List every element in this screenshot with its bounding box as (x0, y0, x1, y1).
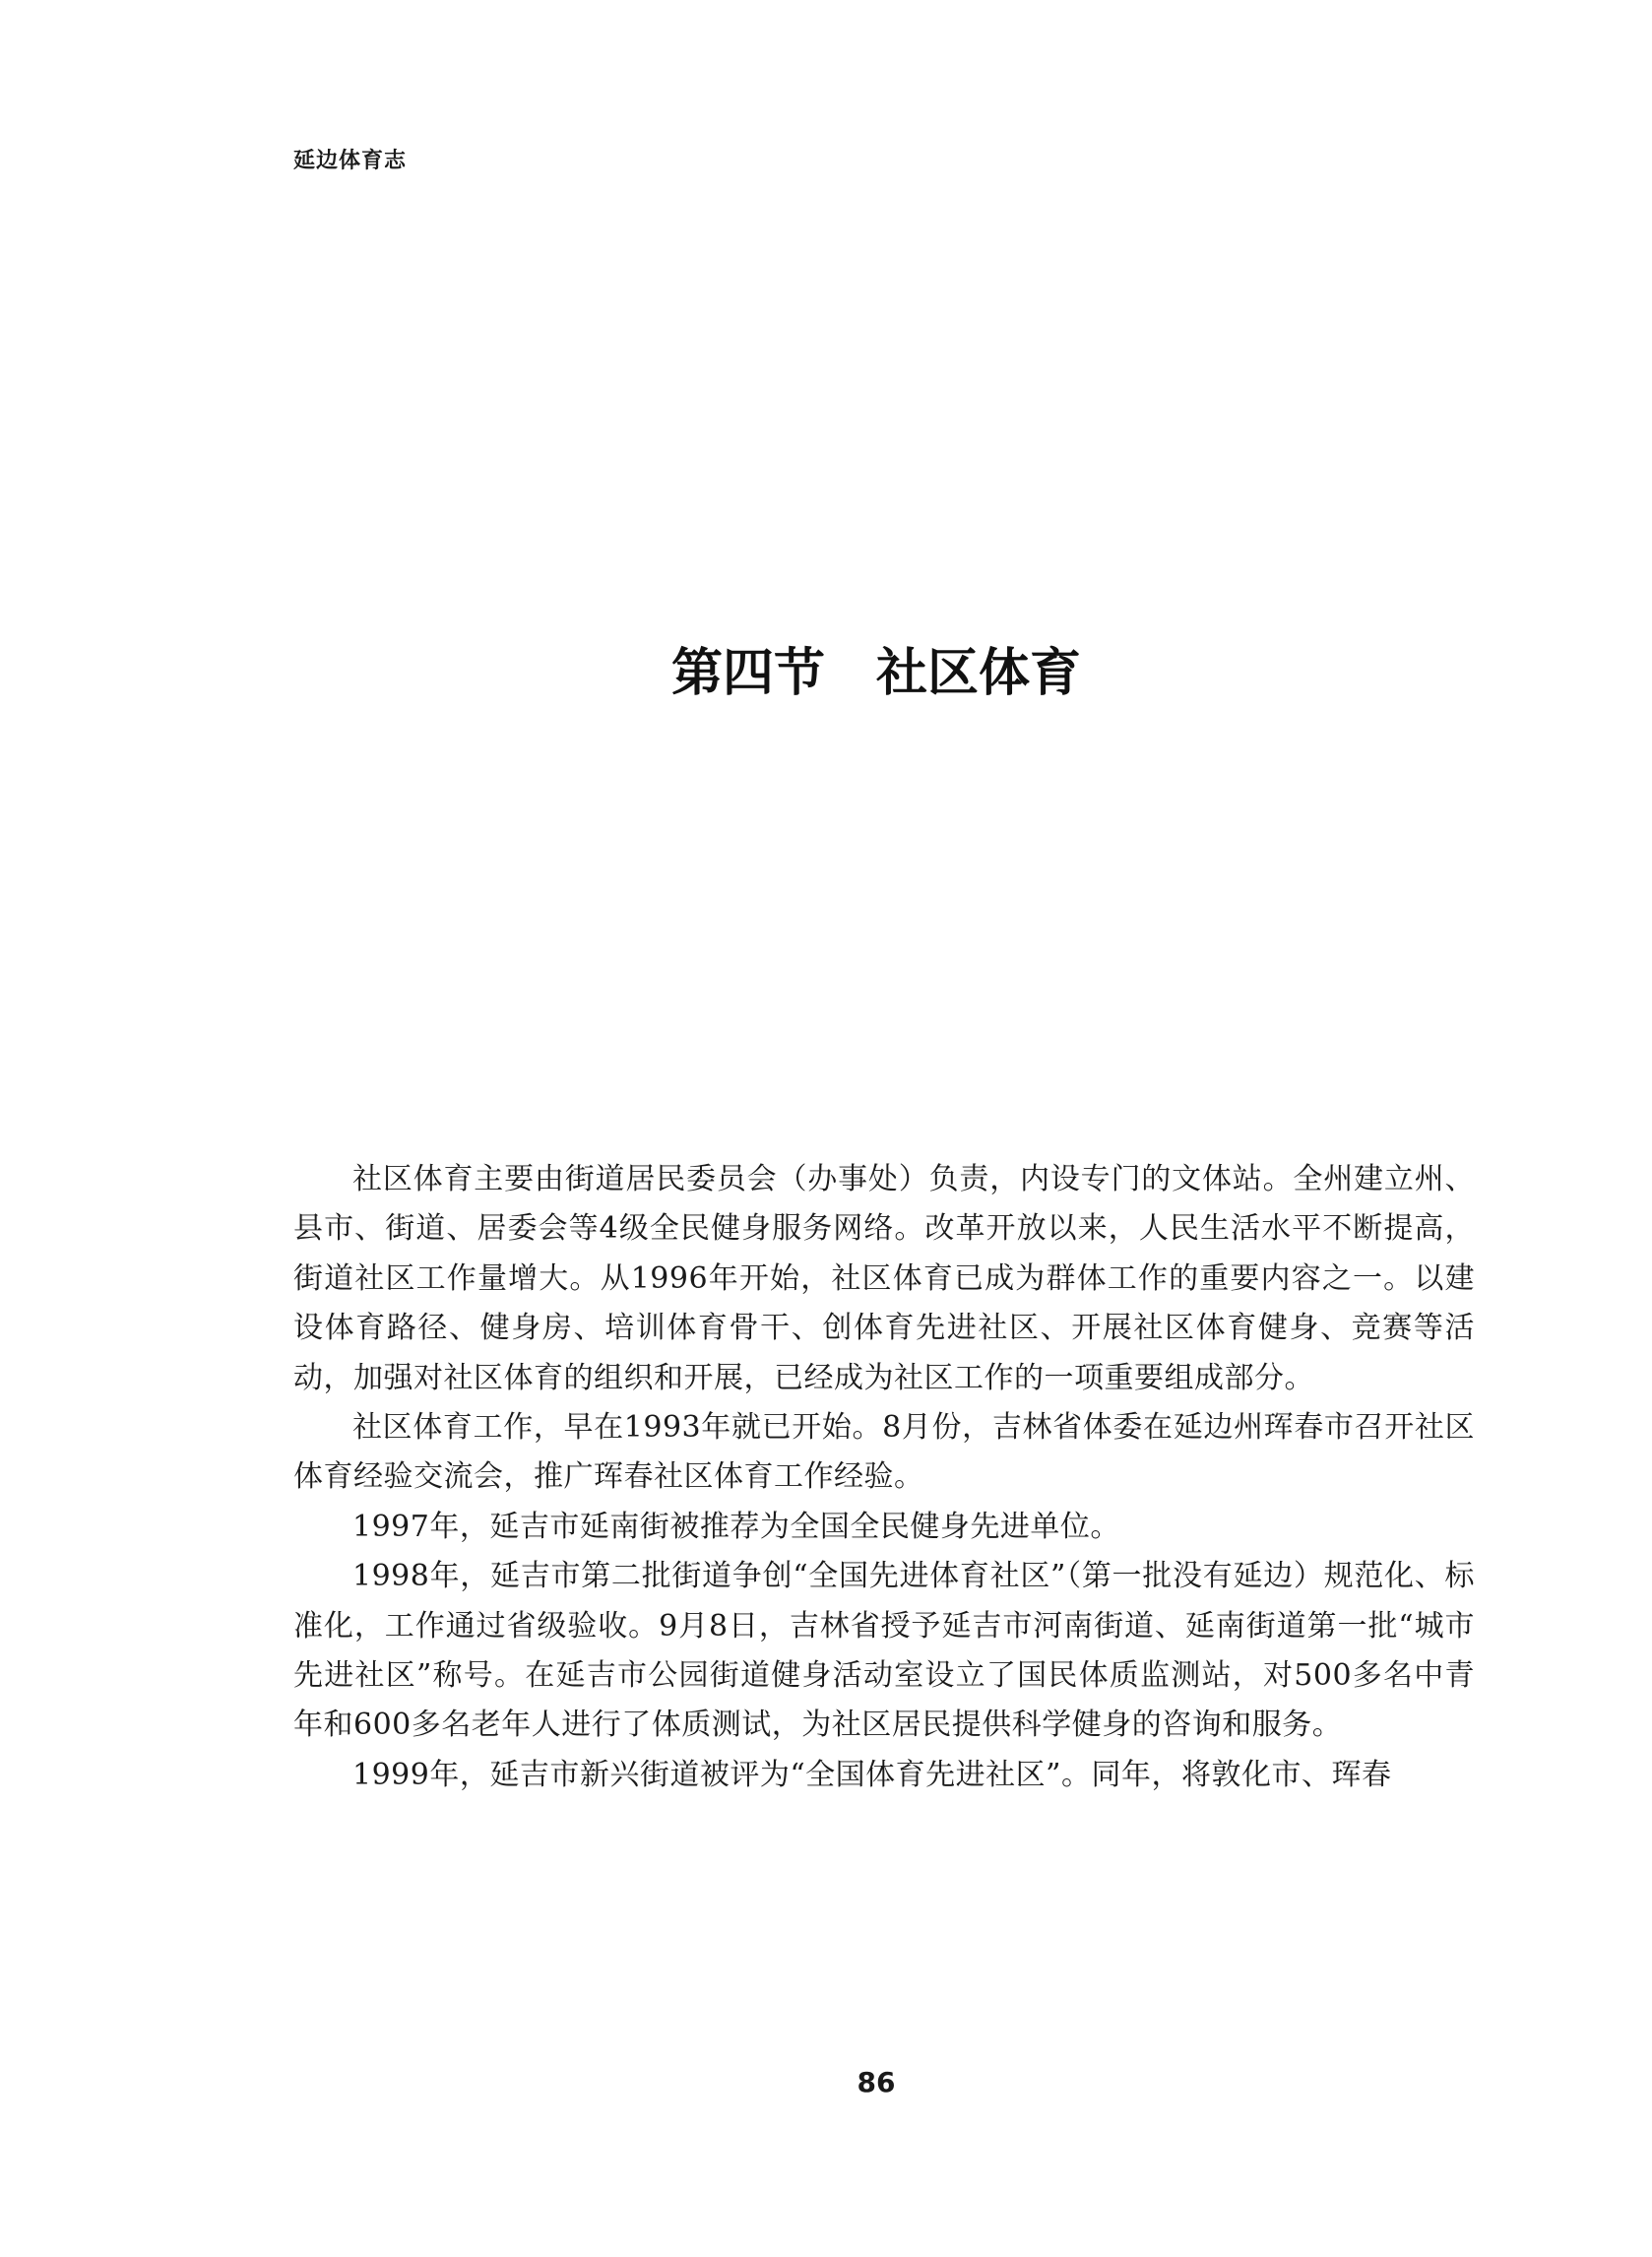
page-number: 86 (857, 2066, 896, 2098)
paragraph-2: 社区体育工作，早在1993年就已开始。8月份，吉林省体委在延边州珲春市召开社区体育经验交流会，推广珲春社区体育工作经验。 (293, 1410, 1475, 1495)
body-text (293, 1155, 1475, 1800)
paragraph-4: 1998年，延吉市第二批街道争创“全国先进体育社区”（第一批没有延边）规范化、标准化，工作通过省级验收。9月8日，吉林省授予延吉市河南街道、延南街道第一批“城市先进社区”称号。在延吉市公园街道健身活动室设立了国民体质监测站，对500多名中青年和600多名老年人进行了体质测试，为社区居民提供科学健身的咨询和服务。 (293, 1559, 1475, 1743)
section-title: 第四节 社区体育 (670, 643, 1081, 703)
paragraph-1: 社区体育主要由街道居民委员会（办事处）负责，内设专门的文体站。全州建立州、县市、街道、居委会等4级全民健身服务网络。改革开放以来，人民生活水平不断提高，街道社区工作量增大。从1996年开始，社区体育已成为群体工作的重要内容之一。以建设体育路径、健身房、培训体育骨干、创体育先进社区、开展社区体育健身、竞赛等活动，加强对社区体育的组织和开展，已经成为社区工作的一项重要组成部分。 (293, 1162, 1475, 1395)
paragraph-5: 1999年，延吉市新兴街道被评为“全国体育先进社区”。同年，将敦化市、珲春 (352, 1757, 1392, 1792)
running-head: 延边体育志 (293, 149, 408, 173)
paragraph-3: 1997年，延吉市延南街被推荐为全国全民健身先进单位。 (352, 1509, 1120, 1544)
